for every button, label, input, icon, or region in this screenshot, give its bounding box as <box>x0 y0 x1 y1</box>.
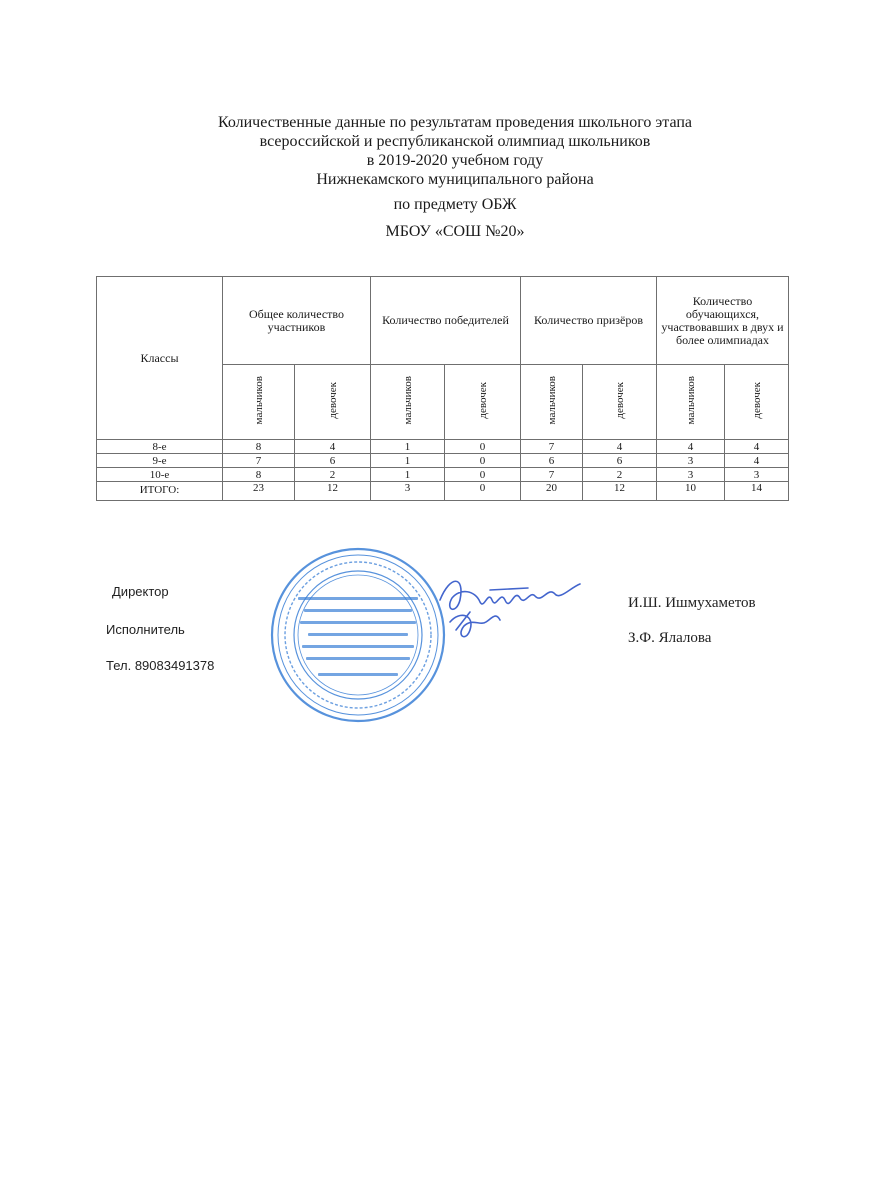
subheader-girls: девочек <box>445 365 521 440</box>
cell: 4 <box>583 440 657 454</box>
subheader-boys: мальчиков <box>657 365 725 440</box>
row-label: 8-е <box>97 440 223 454</box>
total-cell: 12 <box>295 482 371 501</box>
table-row <box>97 468 789 482</box>
title-subject: по предмету ОБЖ <box>393 196 517 213</box>
cell: 3 <box>657 454 725 468</box>
title-line-2: всероссийской и республиканской олимпиад школьников <box>259 133 651 150</box>
total-cell: 12 <box>583 482 657 501</box>
cell: 7 <box>521 440 583 454</box>
subheader-boys: мальчиков <box>223 365 295 440</box>
subheader-boys: мальчиков <box>371 365 445 440</box>
subheader-girls: девочек <box>725 365 789 440</box>
cell: 2 <box>295 468 371 482</box>
official-stamp <box>268 545 448 725</box>
total-cell: 10 <box>657 482 725 501</box>
phone-number: Тел. 89083491378 <box>106 658 215 673</box>
title-line-1: Количественные данные по результатам проведения школьного этапа <box>217 114 693 131</box>
director-name: И.Ш. Ишмухаметов <box>628 595 756 611</box>
table-row <box>97 440 789 454</box>
subheader-boys: мальчиков <box>521 365 583 440</box>
executor-name: З.Ф. Ялалова <box>628 630 712 646</box>
cell: 0 <box>445 468 521 482</box>
cell: 7 <box>223 454 295 468</box>
header-classes: Классы <box>97 277 223 440</box>
report-title <box>60 113 850 241</box>
cell: 3 <box>657 468 725 482</box>
cell: 6 <box>521 454 583 468</box>
cell: 4 <box>295 440 371 454</box>
header-multi-olympiad: Количество обучающихся, участвовавших в двух и более олимпиадах <box>657 277 789 365</box>
cell: 2 <box>583 468 657 482</box>
cell: 8 <box>223 468 295 482</box>
total-cell: 20 <box>521 482 583 501</box>
total-label: ИТОГО: <box>97 482 223 501</box>
cell: 0 <box>445 440 521 454</box>
total-row <box>97 482 789 501</box>
executor-label: Исполнитель <box>106 622 185 637</box>
cell: 4 <box>725 440 789 454</box>
title-school: МБОУ «СОШ №20» <box>385 223 525 240</box>
cell: 4 <box>657 440 725 454</box>
total-cell: 3 <box>371 482 445 501</box>
subheader-girls: девочек <box>295 365 371 440</box>
handwritten-signature <box>430 560 590 650</box>
subheader-girls: девочек <box>583 365 657 440</box>
header-total-participants: Общее количество участников <box>223 277 371 365</box>
cell: 3 <box>725 468 789 482</box>
row-label: 9-е <box>97 454 223 468</box>
director-label: Директор <box>112 584 169 599</box>
total-cell: 0 <box>445 482 521 501</box>
title-line-4: Нижнекамского муниципального района <box>316 171 594 188</box>
row-label: 10-е <box>97 468 223 482</box>
cell: 1 <box>371 468 445 482</box>
cell: 6 <box>295 454 371 468</box>
cell: 1 <box>371 440 445 454</box>
results-table <box>96 276 789 501</box>
cell: 4 <box>725 454 789 468</box>
cell: 7 <box>521 468 583 482</box>
title-line-3: в 2019-2020 учебном году <box>366 152 544 169</box>
total-cell: 14 <box>725 482 789 501</box>
header-prizewinners: Количество призёров <box>521 277 657 365</box>
header-winners: Количество победителей <box>371 277 521 365</box>
table-row <box>97 454 789 468</box>
cell: 0 <box>445 454 521 468</box>
cell: 6 <box>583 454 657 468</box>
total-cell: 23 <box>223 482 295 501</box>
cell: 8 <box>223 440 295 454</box>
cell: 1 <box>371 454 445 468</box>
